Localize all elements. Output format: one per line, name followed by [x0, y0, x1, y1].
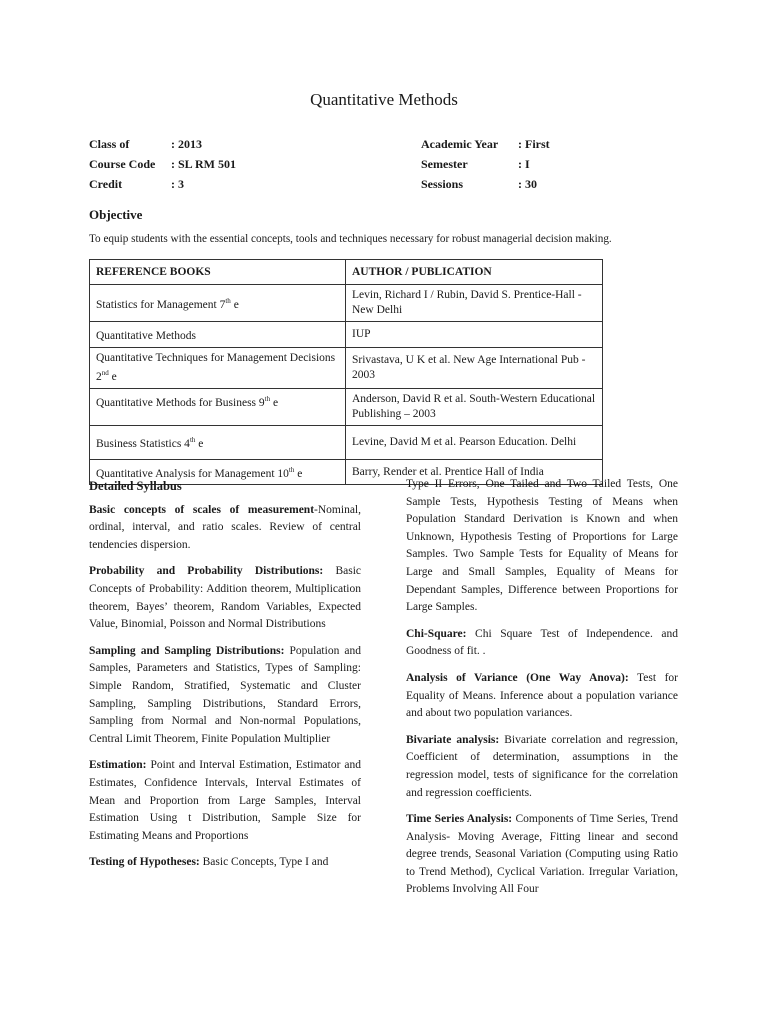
syllabus-heading: Detailed Syllabus [89, 479, 182, 493]
topic-title: Testing of Hypotheses: [89, 856, 200, 869]
syllabus-topic [89, 563, 361, 633]
author-cell: Levine, David M et al. Pearson Education. Delhi [346, 425, 603, 459]
topic-text: Bivariate correlation and regression, Coefficient of determination, assumptions in the regression model, tests of significance for the correlation and regression coefficients. [406, 733, 679, 799]
book-title: Quantitative Methods for Business 9 [96, 396, 265, 409]
meta-key: Semester [421, 157, 468, 171]
edition-mark: e [230, 298, 239, 311]
header-reference-books: REFERENCE BOOKS [90, 260, 346, 285]
meta-row-sessions [421, 174, 550, 194]
syllabus-left-column [89, 478, 361, 881]
meta-row-academic-year [421, 134, 550, 154]
objective-text: To equip students with the essential concepts, tools and techniques necessary for robust managerial decision making. [89, 233, 612, 245]
meta-row-course-code [89, 154, 236, 174]
table-header-row [90, 260, 603, 285]
edition-mark: e [294, 467, 303, 480]
topic-text: Components of Time Series, Trend Analysis- Moving Average, Fitting linear and second degree trends, Seasonal Variation (Computing using Ratio to Trend Method), Cyclical Variation. Irregular Variation, Problems Involving All Four [406, 813, 678, 896]
meta-value: : 2013 [171, 137, 202, 151]
topic-title: Basic concepts of scales of measurement [89, 503, 315, 516]
book-cell [90, 425, 346, 459]
topic-text: Basic Concepts, Type I and [199, 856, 329, 869]
topic-text: Point and Interval Estimation, Estimator and Estimates, Confidence Intervals, Interval Estimates of Mean and Proportion from Large Samples, Interval Estimation Using t Distribution, Sample Size for Estimating Means and Proportions [89, 759, 361, 842]
book-title: Statistics for Management 7 [96, 298, 226, 311]
course-meta-right [421, 134, 550, 194]
topic-title: Bivariate analysis: [406, 733, 500, 746]
syllabus-topic [406, 811, 678, 899]
edition-suffix: th [189, 435, 196, 444]
edition-mark: e [270, 396, 279, 409]
table-row [90, 425, 603, 459]
book-cell [90, 347, 346, 388]
author-cell: Anderson, David R et al. South-Western Educational Publishing – 2003 [346, 388, 603, 425]
meta-value: : I [518, 157, 530, 171]
book-cell [90, 322, 346, 348]
document-title: Quantitative Methods [310, 90, 458, 109]
meta-key: Course Code [89, 157, 156, 171]
meta-value: : 30 [518, 177, 537, 191]
syllabus-topic [89, 502, 361, 555]
book-cell [90, 388, 346, 425]
meta-value: : First [518, 137, 550, 151]
topic-text: Chi Square Test of Independence. and Goodness of fit. . [406, 627, 678, 658]
header-author-publication: AUTHOR / PUBLICATION [346, 260, 603, 285]
course-meta-left [89, 134, 236, 194]
book-cell [90, 285, 346, 322]
table-row [90, 285, 603, 322]
meta-value: : SL RM 501 [171, 157, 237, 171]
author-cell: Levin, Richard I / Rubin, David S. Prentice-Hall - New Delhi [346, 285, 603, 322]
meta-row-credit [89, 174, 236, 194]
syllabus-topic [406, 626, 678, 661]
reference-books-table [89, 259, 603, 485]
edition-suffix: th [225, 296, 231, 305]
edition-suffix: th [288, 465, 295, 474]
book-title: Quantitative Methods [96, 329, 196, 342]
edition-suffix: nd [101, 368, 109, 377]
meta-row-class [89, 134, 236, 154]
topic-text: -Nominal, ordinal, interval, and ratio scales. Review of central tendencies dispersion. [89, 503, 361, 551]
syllabus-continuation: Type II Errors, One Tailed and Two Tailed Tests, One Sample Tests, Hypothesis Testing of Means when Population Standard Derivation is Known and when Unknown, Hypothesis Testing of Proportions for Large Samples. Two Sample Tests for Equality of Means for Large and Small Samples, Equality of Means for Dependant Samples, Difference between Proportions for Large Samples. [406, 478, 678, 614]
syllabus-right-column [406, 476, 678, 908]
table-row [90, 322, 603, 348]
objective-heading: Objective [89, 207, 143, 222]
meta-key: Academic Year [421, 137, 499, 151]
syllabus-topic [89, 643, 361, 749]
table-row [90, 347, 603, 388]
topic-title: Time Series Analysis: [406, 813, 513, 826]
topic-title: Sampling and Sampling Distributions: [89, 644, 285, 657]
meta-key: Class of [89, 137, 130, 151]
author-cell: Srivastava, U K et al. New Age International Pub - 2003 [346, 347, 603, 388]
topic-title: Probability and Probability Distributions: [89, 565, 324, 578]
meta-key: Sessions [421, 177, 464, 191]
author-cell: IUP [346, 322, 603, 348]
topic-text: Population and Samples, Parameters and Statistics, Types of Sampling: Simple Random, Stratified, Systematic and Cluster Sampling, Sampling Distributions, Standard Errors, Sampling from Normal and Non-normal Populations, Central Limit Theorem, Finite Population Multiplier [89, 644, 361, 745]
topic-title: Estimation: [89, 759, 147, 772]
syllabus-topic [406, 670, 678, 723]
syllabus-topic [89, 854, 361, 872]
syllabus-topic [406, 732, 678, 802]
topic-title: Chi-Square: [406, 627, 467, 640]
book-title: Quantitative Techniques for Management Decisions 2 [96, 351, 336, 383]
meta-key: Credit [89, 177, 123, 191]
topic-text: Test for Equality of Means. Inference about a population variance and about two population variances. [406, 671, 678, 720]
table-row [90, 388, 603, 425]
syllabus-topic [89, 757, 361, 845]
edition-mark: e [195, 437, 204, 450]
topic-title: Analysis of Variance (One Way Anova): [406, 671, 629, 684]
book-title: Quantitative Analysis for Management 10 [96, 467, 289, 480]
meta-value: : 3 [171, 177, 184, 191]
author-cell: Barry, Render et al. Prentice Hall of India [346, 459, 603, 485]
edition-mark: e [108, 370, 117, 383]
meta-row-semester [421, 154, 550, 174]
book-title: Business Statistics 4 [96, 437, 190, 450]
edition-suffix: th [264, 394, 271, 403]
topic-text: Basic Concepts of Probability: Addition theorem, Multiplication theorem, Bayes’ theorem, Random Variables, Expected Value, Binomial, Poisson and Normal Distributions [89, 565, 361, 631]
